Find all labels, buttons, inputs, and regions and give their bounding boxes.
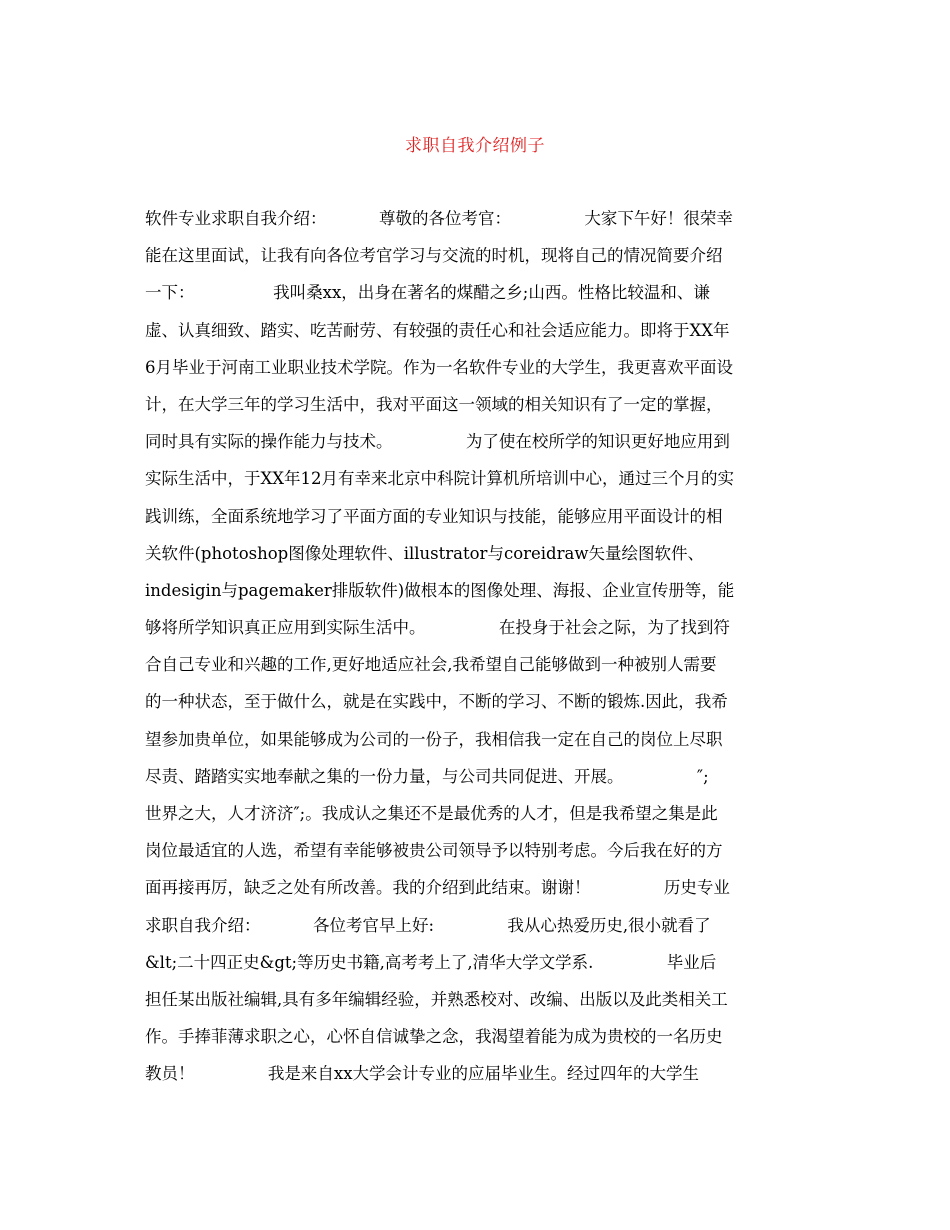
text-line: 合自己专业和兴趣的工作,更好地适应社会,我希望自己能够做到一种被别人需要 (145, 655, 717, 675)
text-line: 践训练，全面系统地学习了平面方面的专业知识与技能，能够应用平面设计的相 (145, 506, 723, 526)
text-line: 的一种状态，至于做什么，就是在实践中，不断的学习、不断的锻炼.因此，我希 (145, 692, 728, 712)
text-line: 虚、认真细致、踏实、吃苦耐劳、有较强的责任心和社会适应能力。即将于XX年 (145, 320, 730, 340)
text-line: 计，在大学三年的学习生活中，我对平面这一领域的相关知识有了一定的掌握， (145, 394, 723, 414)
text-line: 一下： 我叫桑xx，出身在著名的煤醋之乡;山西。性格比较温和、谦 (145, 283, 710, 303)
text-line: 够将所学知识真正应用到实际生活中。 在投身于社会之际，为了找到符 (145, 618, 730, 638)
text-line: 6月毕业于河南工业职业技术学院。作为一名软件专业的大学生，我更喜欢平面设 (145, 357, 733, 377)
text-line: 尽责、踏踏实实地奉献之集的一份力量，与公司共同促进、开展。 ″; (145, 766, 709, 786)
text-line: 同时具有实际的操作能力与技术。 为了使在校所学的知识更好地应用到 (145, 432, 730, 452)
text-line: 软件专业求职自我介绍： 尊敬的各位考官： 大家下午好！很荣幸 (145, 209, 733, 228)
text-line: 岗位最适宜的人选，希望有幸能够被贵公司领导予以特别考虑。今后我在好的方 (145, 841, 723, 861)
text-line: 能在这里面试，让我有向各位考官学习与交流的时机，现将自己的情况简要介绍 (145, 246, 723, 266)
text-line: 世界之大，人才济济″;。我成认之集还不是最优秀的人才，但是我希望之集是此 (145, 804, 718, 823)
text-line: 担任某出版社编辑,具有多年编辑经验，并熟悉校对、改编、出版以及此类相关工 (145, 989, 728, 1009)
text-line: 作。手捧菲薄求职之心，心怀自信诚挚之念，我渴望着能为成为贵校的一名历史 (145, 1027, 723, 1047)
document-body (145, 207, 815, 1100)
text-line: 教员！ 我是来自xx大学会计专业的应届毕业生。经过四年的大学生 (145, 1064, 700, 1084)
text-line: 关软件(photoshop图像处理软件、illustrator与coreidraw矢量绘图软件、 (145, 543, 704, 563)
text-line: indesigin与pagemaker排版软件)做根本的图像处理、海报、企业宣传册等，能 (145, 580, 735, 600)
text-line: 求职自我介绍： 各位考官早上好: 我从心热爱历史,很小就看了 (145, 915, 711, 935)
text-line: 望参加贵单位，如果能够成为公司的一份子，我相信我一定在自己的岗位上尽职 (145, 729, 723, 749)
text-line: 面再接再厉，缺乏之处有所改善。我的介绍到此结束。谢谢！ 历史专业 (145, 878, 730, 898)
text-line: 实际生活中，于XX年12月有幸来北京中科院计算机所培训中心，通过三个月的实 (145, 469, 734, 489)
text-line: &lt;二十四正史&gt;等历史书籍,高考考上了,清华大学文学系. 毕业后 (145, 952, 717, 972)
document-title: 求职自我介绍例子 (405, 136, 545, 156)
